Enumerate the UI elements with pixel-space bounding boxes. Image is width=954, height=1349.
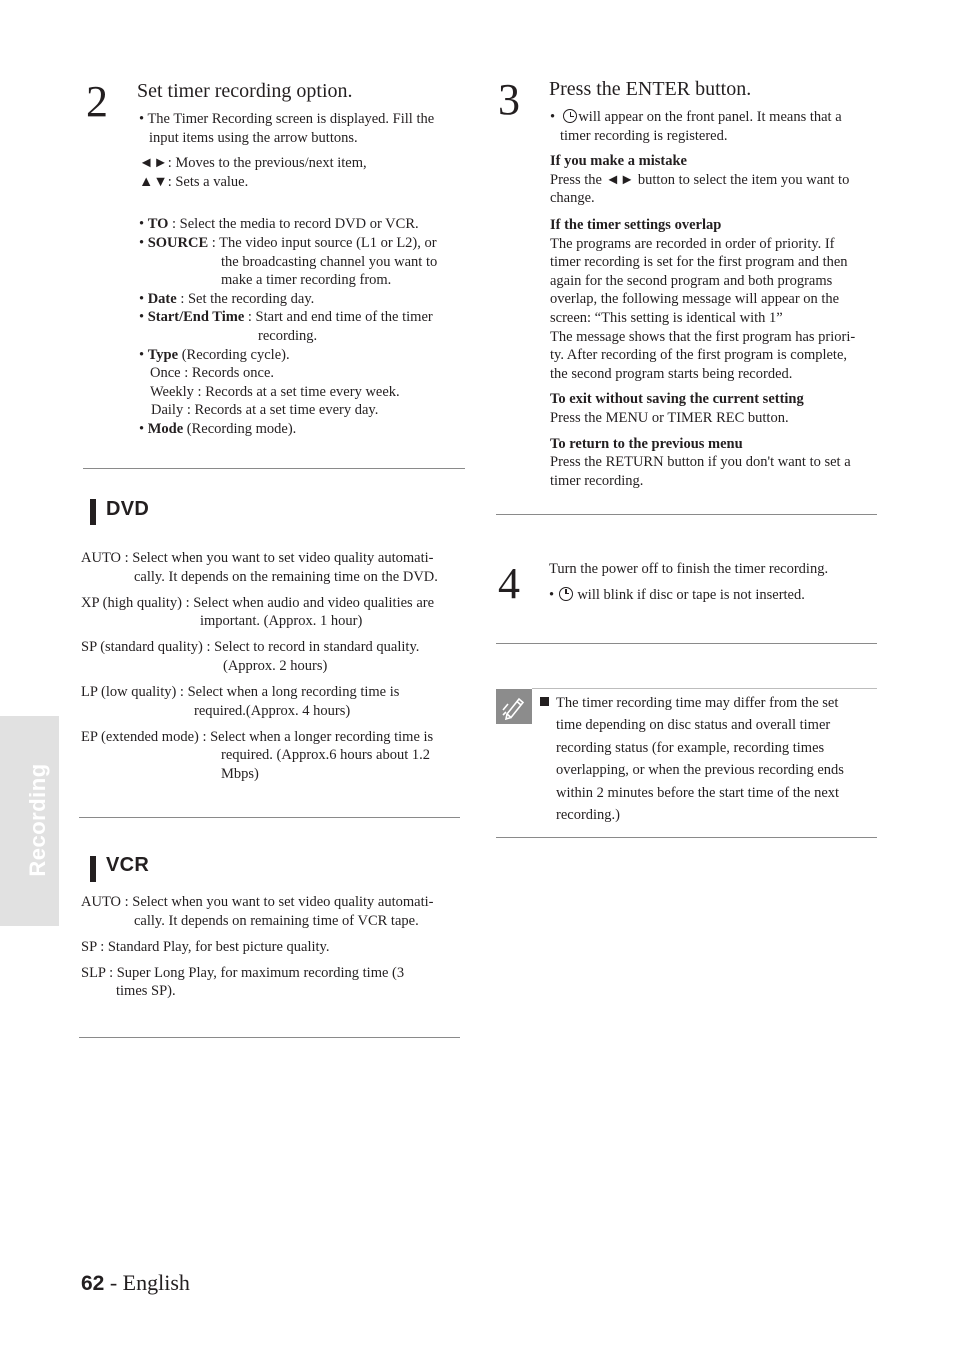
step-3-body [550, 108, 880, 490]
vcr-slp: SLP : Super Long Play, for maximum recording time (3 [81, 964, 405, 981]
note-top-rule [532, 688, 877, 689]
option-source-cont: make a timer recording from. [221, 272, 392, 289]
vcr-heading: VCR [106, 854, 150, 876]
exit-text: Press the MENU or TIMER REC button. [550, 409, 789, 426]
note-bullet [540, 697, 549, 706]
note-line: recording status (for example, recording times [556, 739, 825, 756]
note-line: overlapping, or when the previous recording ends [556, 762, 844, 779]
step-3-title: Press the ENTER button. [549, 78, 752, 100]
divider [79, 817, 460, 818]
option-date: • Date : Set the recording day. [139, 290, 315, 307]
dvd-sp-cont: (Approx. 2 hours) [223, 657, 328, 674]
option-start-end-cont: recording. [258, 327, 318, 344]
step-3-bullet-cont: timer recording is registered. [560, 127, 728, 144]
option-start-end: • Start/End Time : Start and end time of the timer [139, 309, 433, 326]
overlap-text: The programs are recorded in order of priority. If [550, 235, 835, 252]
step-4-bullet: • will blink if disc or tape is not inserted. [549, 586, 805, 603]
dvd-sp: SP (standard quality) : Select to record in standard quality. [81, 639, 420, 656]
exit-heading: To exit without saving the current setting [550, 391, 804, 408]
return-text: timer recording. [550, 472, 644, 489]
vcr-sp: SP : Standard Play, for best picture quality. [81, 938, 330, 955]
dvd-lp-cont: required.(Approx. 4 hours) [194, 702, 351, 719]
timer-clock-icon [563, 109, 577, 123]
dvd-ep: EP (extended mode) : Select when a longer recording time is [81, 728, 434, 745]
timer-clock-icon [559, 587, 573, 601]
dvd-auto: AUTO : Select when you want to set video quality automati- [81, 550, 434, 566]
type-weekly: Weekly : Records at a set time every week. [150, 383, 400, 400]
overlap-text: overlap, the following message will appear on the [550, 291, 840, 308]
option-source: • SOURCE : The video input source (L1 or L2), or [139, 234, 437, 251]
section-marker [90, 856, 96, 882]
note-line: The timer recording time may differ from the set [556, 695, 839, 711]
divider [496, 837, 877, 838]
page-footer [81, 1270, 190, 1296]
dvd-ep-cont: required. (Approx.6 hours about 1.2 [221, 747, 430, 764]
return-text: Press the RETURN button if you don't want to set a [550, 454, 851, 471]
dvd-modes [81, 549, 466, 784]
mistake-heading: If you make a mistake [550, 153, 687, 170]
divider [79, 1037, 460, 1038]
vcr-auto: AUTO : Select when you want to set video quality automati- [81, 894, 434, 910]
note-icon [496, 689, 532, 724]
page-number: 62 [81, 1272, 105, 1295]
divider [496, 643, 877, 644]
dvd-lp: LP (low quality) : Select when a long recording time is [81, 684, 400, 701]
overlap-text: timer recording is set for the first program and then [550, 254, 848, 271]
vcr-modes [81, 893, 466, 1001]
step-2-number: 2 [86, 77, 108, 126]
note-line: time depending on disc status and overall timer [556, 717, 831, 734]
step-4-text: Turn the power off to finish the timer recording. [549, 561, 829, 577]
mistake-text: change. [550, 190, 595, 207]
dvd-xp-cont: important. (Approx. 1 hour) [200, 613, 363, 630]
overlap-text: ty. After recording of the first program is complete, [550, 347, 848, 364]
note-line: recording.) [556, 807, 621, 824]
side-tab-label: Recording [25, 763, 50, 877]
section-marker [90, 499, 96, 525]
step-3-number: 3 [498, 75, 520, 124]
step-3-bullet: • will appear on the front panel. It means that a [550, 109, 842, 125]
step-4-number: 4 [498, 559, 520, 608]
mistake-text: Press the ◄► button to select the item you want to [550, 171, 850, 188]
overlap-text: screen: “This setting is identical with 1” [550, 309, 783, 326]
overlap-text: the second program starts being recorded. [550, 365, 793, 382]
type-once: Once : Records once. [150, 365, 275, 382]
dvd-ep-cont: Mbps) [221, 765, 259, 782]
step-2-title: Set timer recording option. [137, 80, 353, 102]
option-to: • TO : Select the media to record DVD or VCR. [139, 216, 419, 233]
type-daily: Daily : Records at a set time every day. [151, 402, 379, 419]
step-2-nav-line: ◄►: Moves to the previous/next item, [139, 155, 367, 172]
dvd-xp: XP (high quality) : Select when audio and video qualities are [81, 594, 435, 611]
return-heading: To return to the previous menu [550, 435, 743, 452]
overlap-text: again for the second program and both programs [550, 272, 833, 289]
step-2-intro-line: input items using the arrow buttons. [149, 129, 358, 146]
option-source-cont: the broadcasting channel you want to [221, 253, 438, 270]
overlap-text: The message shows that the first program has priori- [550, 328, 856, 345]
overlap-heading: If the timer settings overlap [550, 216, 722, 233]
option-type: • Type (Recording cycle). [139, 346, 290, 363]
option-mode: • Mode (Recording mode). [139, 420, 297, 437]
divider [83, 468, 465, 469]
dvd-auto-cont: cally. It depends on the remaining time on the DVD. [134, 568, 438, 585]
note-body [540, 692, 877, 826]
vcr-auto-cont: cally. It depends on remaining time of VCR tape. [134, 912, 419, 929]
dvd-heading: DVD [106, 498, 150, 520]
page-language: - English [104, 1270, 190, 1295]
step-2-body [139, 110, 469, 439]
step-4-body [549, 560, 879, 604]
step-2-nav-line: ▲▼: Sets a value. [139, 173, 249, 190]
note-line: within 2 minutes before the start time of the next [556, 784, 840, 801]
divider [496, 514, 877, 515]
step-2-intro-line: • The Timer Recording screen is displayed. Fill the [139, 111, 435, 127]
vcr-slp-cont: times SP). [116, 983, 176, 1000]
